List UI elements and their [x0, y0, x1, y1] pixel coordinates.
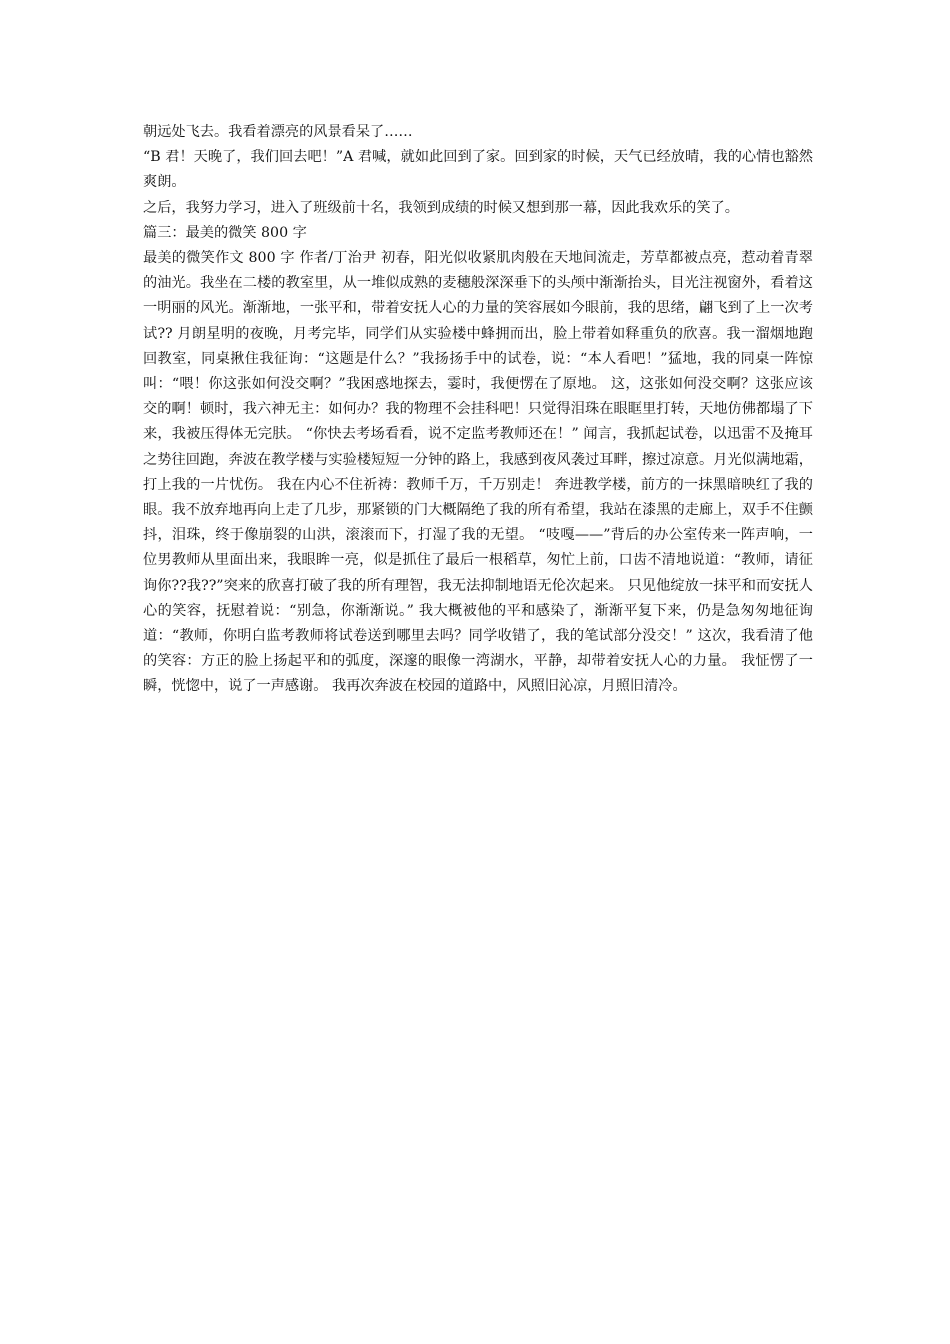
paragraph-1: 朝远处飞去。我看着漂亮的风景看呆了…… — [143, 124, 413, 140]
paragraph-essay: 最美的微笑作文 800 字 作者/丁治尹 初春，阳光似收紧肌肉般在天地间流走，芳草都被点亮，惹动着青翠的油光。我坐在二楼的教室里，从一堆似成熟的麦穗般深深垂下的头颅中渐渐抬头，目光注视窗外，看着这一明丽的风光。渐渐地，一张平和，带着安抚人心的力量的笑容展如今眼前，我的思绪，翩飞到了上一次考试?? 月朗星明的夜晚，月考完毕，同学们从实验楼中蜂拥而出，脸上带着如释重负的欣喜。我一溜烟地跑回教室，同桌揪住我征询：“这题是什么？”我扬扬手中的试卷，说：“本人看吧！”猛地，我的同桌一阵惊叫：“喂！你这张如何没交啊？”我困惑地探去，霎时，我便愣在了原地。 这，这张如何没交啊？这张应该交的啊！顿时，我六神无主：如何办？我的物理不会挂科吧！只觉得泪珠在眼眶里打转，天地仿佛都塌了下来，我被压得体无完肤。 “你快去考场看看，说不定监考教师还在！” 闻言，我抓起试卷，以迅雷不及掩耳之势往回跑，奔波在教学楼与实验楼短短一分钟的路上，我感到夜风袭过耳畔，擦过凉意。月光似满地霜，打上我的一片忧伤。 我在内心不住祈祷：教师千万，千万别走！ 奔进教学楼，前方的一抹黑暗映红了我的眼。我不放弃地再向上走了几步，那紧锁的门大概隔绝了我的所有希望，我站在漆黑的走廊上，双手不住颤抖，泪珠，终于像崩裂的山洪，滚滚而下，打湿了我的无望。 “吱嘎——”背后的办公室传来一阵声响，一位男教师从里面出来，我眼眸一亮，似是抓住了最后一根稻草，匆忙上前，口齿不清地说道：“教师，请征询你??我??”突来的欣喜打破了我的所有理智，我无法抑制地语无伦次起来。 只见他绽放一抹平和而安抚人心的笑容，抚慰着说：“别急，你渐渐说。” 我大概被他的平和感染了，渐渐平复下来，仍是急匆匆地征询道：“教师，你明白监考教师将试卷送到哪里去吗？同学收错了，我的笔试部分没交！” 这次，我看清了他的笑容：方正的脸上扬起平和的弧度，深邃的眼像一湾湖水，平静，却带着安抚人心的力量。 我怔愣了一瞬，恍惚中，说了一声感谢。 我再次奔波在校园的道路中，风照旧沁凉，月照旧清冷。 — [143, 250, 813, 695]
section-heading: 篇三：最美的微笑 800 字 — [143, 224, 307, 241]
paragraph-2: “B 君！天晚了，我们回去吧！”A 君喊，就如此回到了家。回到家的时候，天气已经放晴，我的心情也豁然爽朗。 — [143, 149, 813, 191]
document-body — [143, 120, 813, 700]
paragraph-3: 之后，我努力学习，进入了班级前十名，我领到成绩的时候又想到那一幕，因此我欢乐的笑了。 — [143, 199, 739, 216]
